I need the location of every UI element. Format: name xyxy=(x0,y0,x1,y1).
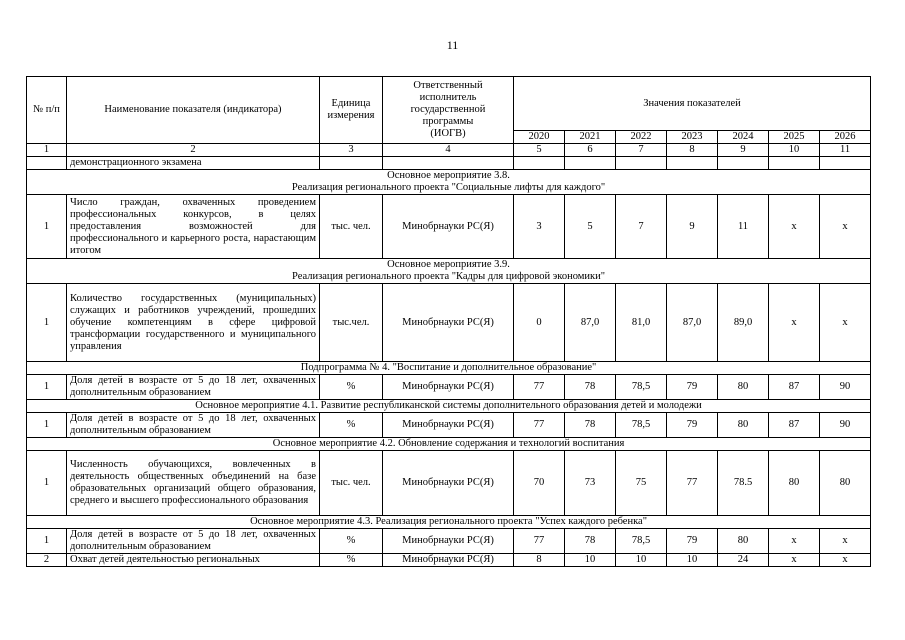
continued-row-cell xyxy=(616,157,667,170)
continued-row-text: демонстрационного экзамена xyxy=(67,157,320,170)
continued-row-cell xyxy=(769,157,820,170)
row-number: 2 xyxy=(27,554,67,567)
header-name: Наименование показателя (индикатора) xyxy=(67,77,320,144)
section-title xyxy=(27,438,871,451)
indicator-row xyxy=(27,195,871,259)
value-cell: 80 xyxy=(718,529,769,554)
continued-row-num xyxy=(27,157,67,170)
section-title xyxy=(27,362,871,375)
section-title-line: Основное мероприятие 4.2. Обновление содержания и технологий воспитания xyxy=(272,438,625,449)
section-title-row xyxy=(27,259,871,284)
value-cell: 11 xyxy=(718,195,769,259)
value-cell: 79 xyxy=(667,413,718,438)
header-year: 2020 xyxy=(514,131,565,144)
column-number: 1 xyxy=(27,144,67,157)
responsible-org: Минобрнауки РС(Я) xyxy=(383,529,514,554)
continued-row-cell xyxy=(820,157,871,170)
responsible-org: Минобрнауки РС(Я) xyxy=(383,413,514,438)
row-number: 1 xyxy=(27,451,67,516)
value-cell: 78 xyxy=(565,529,616,554)
value-cell: 7 xyxy=(616,195,667,259)
column-number: 3 xyxy=(320,144,383,157)
value-cell: 87,0 xyxy=(667,284,718,362)
value-cell: 10 xyxy=(565,554,616,567)
indicator-row xyxy=(27,284,871,362)
section-title-line: Основное мероприятие 4.3. Реализация регионального проекта "Успех каждого ребенка" xyxy=(250,516,647,527)
value-cell: 24 xyxy=(718,554,769,567)
value-cell: x xyxy=(820,195,871,259)
responsible-org: Минобрнауки РС(Я) xyxy=(383,284,514,362)
row-number: 1 xyxy=(27,195,67,259)
value-cell: x xyxy=(769,195,820,259)
value-cell: 75 xyxy=(616,451,667,516)
header-responsible xyxy=(383,77,514,144)
value-cell: 77 xyxy=(514,529,565,554)
indicator-name: Доля детей в возрасте от 5 до 18 лет, охваченных дополнительным образованием xyxy=(67,413,320,438)
value-cell: 80 xyxy=(820,451,871,516)
header-responsible-text: Ответственный исполнитель государственной программы xyxy=(410,80,486,127)
unit-cell: тыс. чел. xyxy=(320,195,383,259)
unit-cell: % xyxy=(320,554,383,567)
table-body xyxy=(27,157,871,567)
value-cell: x xyxy=(769,284,820,362)
section-title xyxy=(27,516,871,529)
value-cell: 73 xyxy=(565,451,616,516)
indicator-row xyxy=(27,375,871,400)
indicator-name: Численность обучающихся, вовлеченных в деятельность общественных объединений на базе образовательных организаций общего образования, среднего и высшего профессионального образования xyxy=(67,451,320,516)
value-cell: 90 xyxy=(820,413,871,438)
header-year: 2021 xyxy=(565,131,616,144)
table-header xyxy=(27,77,871,157)
unit-cell: % xyxy=(320,413,383,438)
section-title xyxy=(27,259,871,284)
column-number: 11 xyxy=(820,144,871,157)
continued-row-cell xyxy=(320,157,383,170)
value-cell: x xyxy=(820,529,871,554)
page-number: 11 xyxy=(446,38,459,52)
value-cell: 77 xyxy=(514,413,565,438)
value-cell: x xyxy=(820,554,871,567)
value-cell: 77 xyxy=(514,375,565,400)
value-cell: 10 xyxy=(667,554,718,567)
unit-cell: % xyxy=(320,375,383,400)
value-cell: 3 xyxy=(514,195,565,259)
value-cell: 78 xyxy=(565,375,616,400)
value-cell: 9 xyxy=(667,195,718,259)
value-cell: 87 xyxy=(769,413,820,438)
responsible-org: Минобрнауки РС(Я) xyxy=(383,375,514,400)
column-number: 8 xyxy=(667,144,718,157)
section-title-line: Реализация регионального проекта "Кадры для цифровой экономики" xyxy=(292,271,606,282)
indicator-row xyxy=(27,554,871,567)
unit-cell: % xyxy=(320,529,383,554)
section-title-row xyxy=(27,362,871,375)
header-year: 2023 xyxy=(667,131,718,144)
indicators-table xyxy=(26,76,871,567)
indicator-name: Количество государственных (муниципальных) служащих и работников учреждений, прошедших обучение компетенциям в сфере цифровой трансформации государственного и муниципального управления xyxy=(67,284,320,362)
value-cell: 78.5 xyxy=(718,451,769,516)
value-cell: 79 xyxy=(667,375,718,400)
row-number: 1 xyxy=(27,284,67,362)
column-number: 9 xyxy=(718,144,769,157)
value-cell: x xyxy=(769,529,820,554)
column-number: 6 xyxy=(565,144,616,157)
value-cell: 10 xyxy=(616,554,667,567)
section-title-line: Подпрограмма № 4. "Воспитание и дополнительное образование" xyxy=(300,362,597,373)
indicator-row xyxy=(27,451,871,516)
row-number: 1 xyxy=(27,375,67,400)
value-cell: 87 xyxy=(769,375,820,400)
value-cell: 70 xyxy=(514,451,565,516)
indicator-name: Доля детей в возрасте от 5 до 18 лет, охваченных дополнительным образованием xyxy=(67,375,320,400)
value-cell: 80 xyxy=(769,451,820,516)
value-cell: 81,0 xyxy=(616,284,667,362)
column-number: 2 xyxy=(67,144,320,157)
indicator-name: Охват детей деятельностью региональных xyxy=(67,554,320,567)
indicator-name: Доля детей в возрасте от 5 до 18 лет, охваченных дополнительным образованием xyxy=(67,529,320,554)
responsible-org: Минобрнауки РС(Я) xyxy=(383,554,514,567)
section-title-line: Основное мероприятие 4.1. Развитие республиканской системы дополнительного образования детей и молодежи xyxy=(195,400,702,411)
value-cell: x xyxy=(820,284,871,362)
section-title-row xyxy=(27,516,871,529)
value-cell: 78,5 xyxy=(616,375,667,400)
row-number: 1 xyxy=(27,529,67,554)
section-title xyxy=(27,400,871,413)
value-cell: 89,0 xyxy=(718,284,769,362)
continued-row-cell xyxy=(383,157,514,170)
continued-row-cell xyxy=(718,157,769,170)
value-cell: 5 xyxy=(565,195,616,259)
unit-cell: тыс. чел. xyxy=(320,451,383,516)
unit-cell: тыс.чел. xyxy=(320,284,383,362)
header-num: № п/п xyxy=(27,77,67,144)
column-number: 5 xyxy=(514,144,565,157)
value-cell: x xyxy=(769,554,820,567)
section-title-row xyxy=(27,400,871,413)
indicator-row xyxy=(27,413,871,438)
value-cell: 80 xyxy=(718,413,769,438)
section-title-line: Реализация регионального проекта "Социальные лифты для каждого" xyxy=(291,182,606,193)
value-cell: 80 xyxy=(718,375,769,400)
header-year: 2026 xyxy=(820,131,871,144)
value-cell: 8 xyxy=(514,554,565,567)
value-cell: 79 xyxy=(667,529,718,554)
indicator-row xyxy=(27,529,871,554)
section-title xyxy=(27,170,871,195)
section-title-row xyxy=(27,170,871,195)
header-year: 2025 xyxy=(769,131,820,144)
value-cell: 77 xyxy=(667,451,718,516)
value-cell: 78 xyxy=(565,413,616,438)
value-cell: 0 xyxy=(514,284,565,362)
continued-row-cell xyxy=(667,157,718,170)
section-title-line: Основное мероприятие 3.8. xyxy=(387,170,510,181)
continued-row-cell xyxy=(514,157,565,170)
header-values: Значения показателей xyxy=(514,77,871,131)
header-year: 2022 xyxy=(616,131,667,144)
header-unit: Единица измерения xyxy=(320,77,383,144)
column-number: 7 xyxy=(616,144,667,157)
header-responsible-abbr: (ИОГВ) xyxy=(430,128,466,139)
column-number: 10 xyxy=(769,144,820,157)
value-cell: 90 xyxy=(820,375,871,400)
indicator-name: Число граждан, охваченных проведением профессиональных конкурсов, в целях предоставления возможностей для профессионального и карьерного роста, нарастающим итогом xyxy=(67,195,320,259)
row-number: 1 xyxy=(27,413,67,438)
column-number: 4 xyxy=(383,144,514,157)
header-year: 2024 xyxy=(718,131,769,144)
section-title-row xyxy=(27,438,871,451)
responsible-org: Минобрнауки РС(Я) xyxy=(383,451,514,516)
value-cell: 78,5 xyxy=(616,529,667,554)
value-cell: 78,5 xyxy=(616,413,667,438)
value-cell: 87,0 xyxy=(565,284,616,362)
responsible-org: Минобрнауки РС(Я) xyxy=(383,195,514,259)
section-title-line: Основное мероприятие 3.9. xyxy=(387,259,510,270)
continued-row-cell xyxy=(565,157,616,170)
